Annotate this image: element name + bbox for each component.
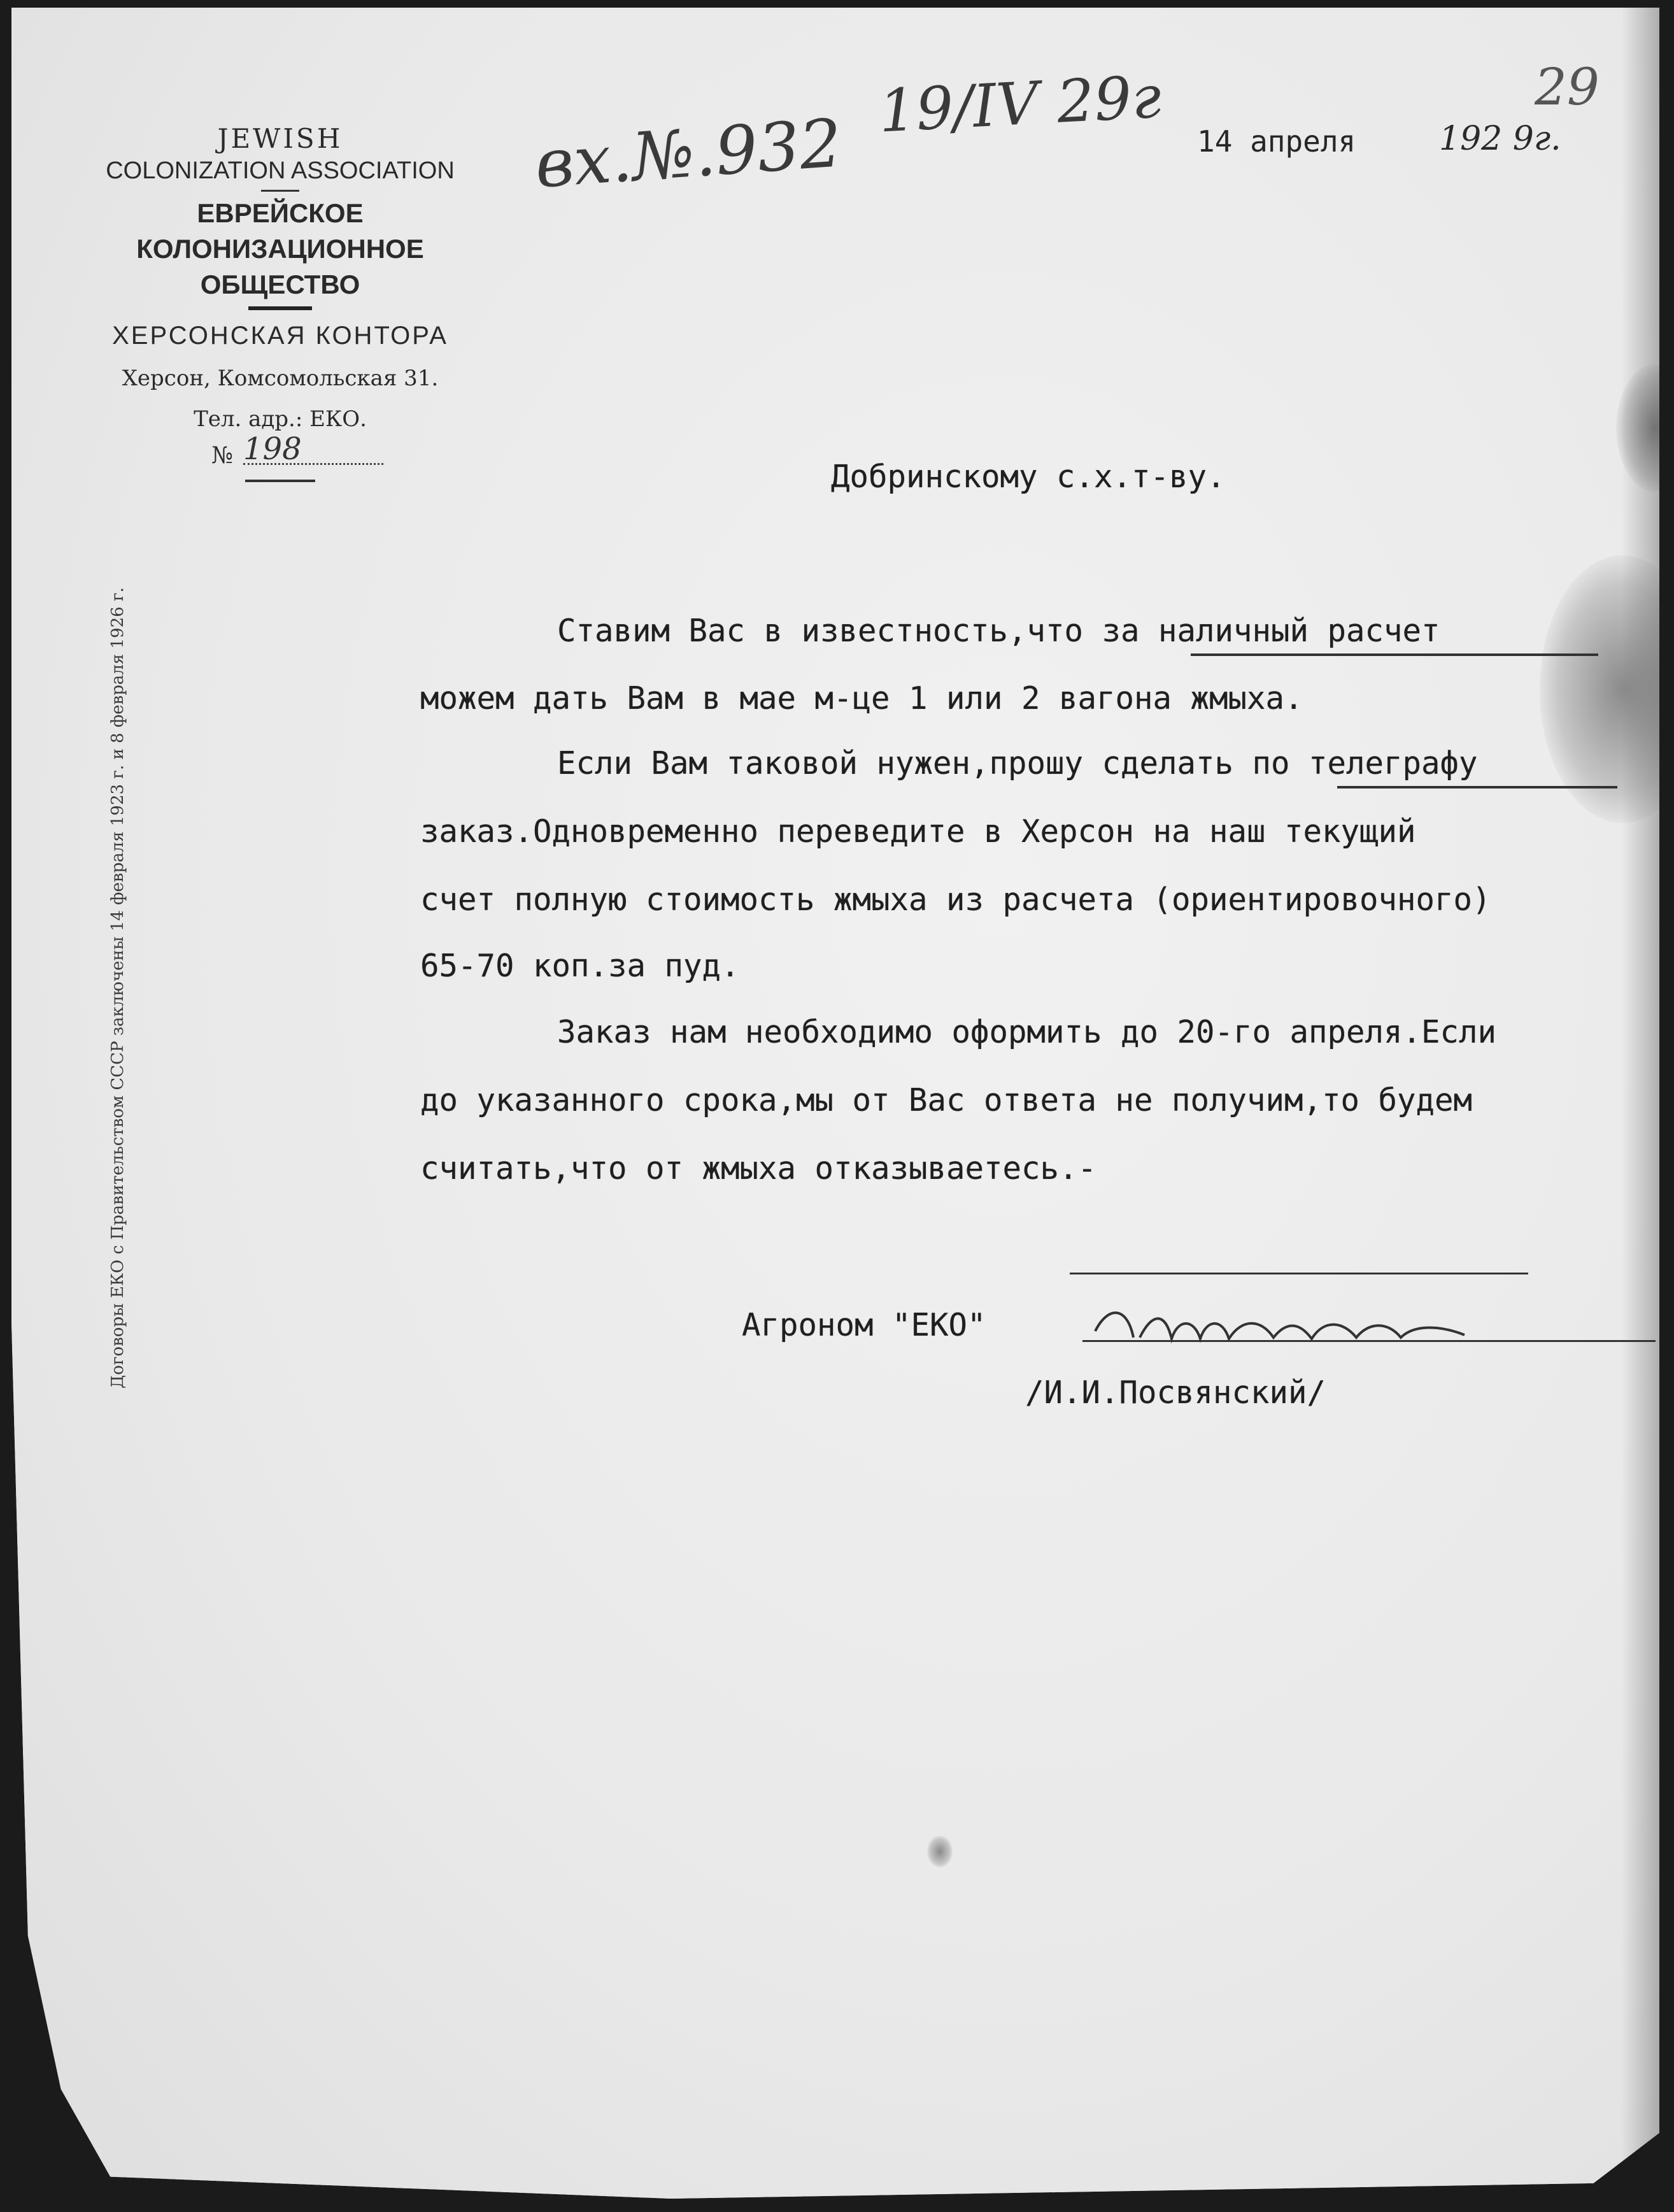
ink-stain xyxy=(927,1836,953,1867)
page-edge-shadow xyxy=(1621,8,1659,2199)
letter-date: 14 апреля xyxy=(1197,124,1356,159)
outgoing-number xyxy=(76,431,484,473)
handwritten-page-number: 29 xyxy=(1535,57,1600,117)
org-name-en-line2: COLONIZATION ASSOCIATION xyxy=(106,157,455,184)
signatory-name: /И.И.Посвянский/ xyxy=(1025,1374,1326,1411)
org-name-en-line1: JEWISH xyxy=(217,123,343,154)
letterhead-divider xyxy=(245,480,315,482)
letterhead xyxy=(76,122,484,482)
body-line: Заказ нам необходимо оформить до 20-го апреля.Если xyxy=(557,1014,1497,1050)
handwritten-reference: вх.№.932 xyxy=(532,104,844,203)
underline-by-telegraph xyxy=(1337,786,1617,788)
number-value: 198 xyxy=(243,431,302,467)
body-line: Если Вам таковой нужен,прошу сделать по телеграфу xyxy=(557,745,1478,781)
letter-year: 192 9г. xyxy=(1439,120,1561,158)
letterhead-divider xyxy=(261,190,299,192)
telegraph-address: Тел. адр.: ЕКО. xyxy=(194,406,367,432)
underline-cash-payment xyxy=(1191,653,1598,656)
number-label: № xyxy=(211,443,234,469)
body-line: счет полную стоимость жмыха из расчета (ориентировочного) xyxy=(420,881,1491,918)
handwritten-received-date: 19/IV 29г xyxy=(877,62,1163,146)
org-name-ru-line2: КОЛОНИЗАЦИОННОЕ ОБЩЕСТВО xyxy=(136,234,424,299)
office-name: ХЕРСОНСКАЯ КОНТОРА xyxy=(112,322,448,350)
body-line: 65-70 коп.за пуд. xyxy=(420,948,740,984)
org-name-ru-line1: ЕВРЕЙСКОЕ xyxy=(197,198,364,228)
signatory-title: Агроном "ЕКО" xyxy=(742,1307,986,1343)
number-dotted-line xyxy=(243,463,383,465)
office-address: Херсон, Комсомольская 31. xyxy=(122,366,439,391)
body-line: до указанного срока,мы от Вас ответа не получим,то будем xyxy=(420,1082,1473,1118)
body-line: считать,что от жмыха отказываетесь.- xyxy=(420,1150,1097,1187)
side-note: Договоры ЕКО с Правительством СССР заключены 14 февраля 1923 г. и 8 февраля 1926 г. xyxy=(108,587,127,1388)
body-line: заказ.Одновременно переведите в Херсон на наш текущий xyxy=(420,813,1416,850)
addressee: Добринскому с.х.т-ву. xyxy=(831,459,1226,495)
handwritten-signature xyxy=(1082,1293,1554,1363)
signature-line xyxy=(1070,1273,1528,1274)
ink-stain xyxy=(1540,555,1674,823)
body-line: Ставим Вас в известность,что за наличный расчет xyxy=(557,613,1440,649)
body-line: можем дать Вам в мае м-це 1 или 2 вагона жмыха. xyxy=(420,680,1303,717)
letterhead-divider xyxy=(248,306,312,310)
